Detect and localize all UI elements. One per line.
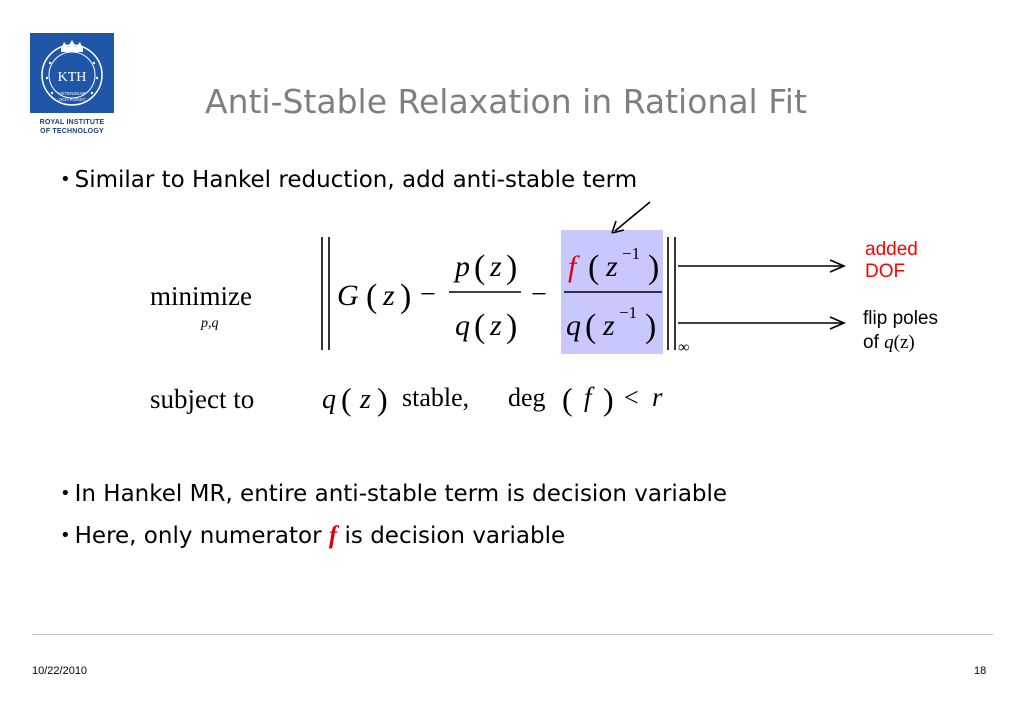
svg-text:z: z	[490, 250, 502, 283]
added-dof-line2: DOF	[865, 261, 906, 282]
bullet-1-text: Similar to Hankel reduction, add anti-stable term	[74, 167, 638, 193]
flip-z-symbol: (z)	[893, 332, 915, 353]
svg-text:q: q	[322, 384, 336, 415]
svg-text:): )	[377, 381, 388, 417]
svg-text:VETENSKAP: VETENSKAP	[58, 91, 86, 96]
bullet-dot: •	[60, 483, 71, 504]
bullet-2-text: In Hankel MR, entire anti-stable term is decision variable	[74, 481, 728, 507]
stable-word: stable,	[402, 383, 470, 412]
minimize-subscript: p,q	[201, 316, 219, 331]
f-symbol: f	[568, 250, 577, 283]
z-symbol: z	[383, 279, 395, 312]
flip-q-symbol: q	[884, 332, 894, 353]
bullet-3-text-before: Here, only numerator	[74, 523, 322, 549]
infinity-subscript: ∞	[678, 339, 690, 356]
bullet-3-f-symbol: f	[328, 522, 338, 549]
svg-text:OCH KONST: OCH KONST	[58, 97, 86, 102]
G-symbol: G	[337, 279, 359, 312]
svg-text:(: (	[474, 249, 486, 286]
flip-poles-line2	[863, 331, 938, 355]
added-dof-line1: added	[865, 239, 918, 260]
svg-text:(: (	[585, 308, 597, 345]
footer-divider	[32, 634, 993, 635]
bullet-3-text-after: is decision variable	[344, 523, 566, 549]
svg-text:(: (	[588, 249, 600, 286]
bullet-2	[60, 481, 727, 507]
flip-poles-annotation	[863, 307, 938, 355]
added-dof-annotation	[865, 239, 918, 283]
svg-text:z: z	[360, 384, 371, 415]
logo-caption-line1: ROYAL INSTITUTE	[39, 119, 105, 126]
slide-title: Anti-Stable Relaxation in Rational Fit	[205, 82, 807, 121]
svg-text:q: q	[566, 309, 581, 342]
flip-of-word: of	[863, 332, 879, 353]
footer-date: 10/22/2010	[32, 665, 88, 677]
page-number: 18	[974, 665, 987, 677]
pointer-arrow	[615, 202, 650, 231]
logo-caption-line2: OF TECHNOLOGY	[40, 128, 104, 135]
deg-word: deg	[508, 383, 546, 412]
svg-text:): )	[645, 308, 657, 345]
svg-text:z: z	[603, 309, 615, 342]
svg-text:(: (	[341, 381, 352, 417]
svg-text:): )	[648, 249, 660, 286]
svg-text:(: (	[474, 308, 486, 345]
svg-text:−: −	[531, 279, 547, 310]
svg-text:(: (	[562, 381, 573, 417]
flip-poles-line1: flip poles	[863, 308, 938, 329]
svg-text:): )	[400, 278, 412, 315]
minus-1: −	[420, 279, 436, 310]
exponent-1: −1	[622, 244, 641, 263]
svg-text:z: z	[490, 309, 502, 342]
p-symbol: p	[455, 250, 470, 283]
bullet-dot: •	[60, 525, 71, 546]
svg-text:−1: −1	[619, 303, 638, 322]
svg-text:): )	[603, 381, 614, 417]
bullet-dot: •	[60, 169, 71, 190]
svg-text:): )	[506, 249, 518, 286]
emblem-text: KTH	[57, 70, 87, 85]
q-symbol: q	[455, 309, 470, 342]
r-symbol: r	[652, 382, 663, 412]
svg-text:f: f	[584, 382, 592, 412]
bullet-3	[60, 522, 565, 550]
svg-text:): )	[506, 308, 518, 345]
svg-text:z: z	[606, 250, 618, 283]
less-than: <	[624, 383, 639, 412]
subject-to-label: subject to	[150, 384, 255, 414]
svg-text:(: (	[366, 278, 378, 315]
minimize-label: minimize	[150, 281, 252, 311]
